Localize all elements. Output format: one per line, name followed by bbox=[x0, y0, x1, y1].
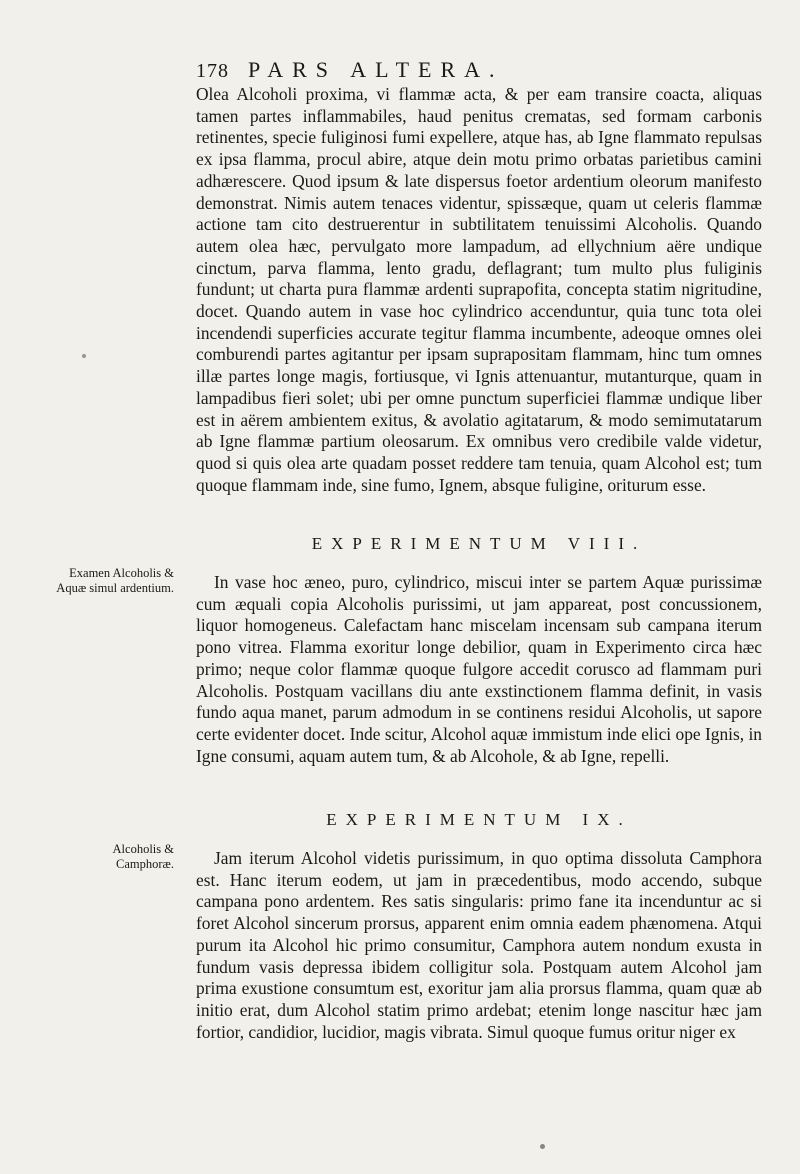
paragraph-oils-combustion bbox=[196, 84, 762, 496]
ink-speck bbox=[82, 354, 86, 358]
paragraph-text: In vase hoc æneo, puro, cylindrico, miscui inter se partem Aquæ purissimæ cum æquali copia Alcoholis purissimi, ut jam appareat, post concussionem, liquor homogeneus. Calefactam hanc miscelam incensam sub campana iterum pono vitrea. Flamma exoritur longe debilior, quam in Experimento circa hæc primo; neque color flammæ quoque fulgore accedit corusco ad flammam puri Alcoholis. Postquam vacillans diu ante exstinctionem flamma definit, in vasis fundo aqua manet, parum admodum in se continens residui Alcoholis, ut sapore certe evidenter docet. Inde scitur, Alcohol aquæ immistum inde elici ope Ignis, in Igne consumi, aquam autem tum, & ab Alcohole, & ab Igne, repelli. bbox=[196, 572, 762, 766]
experiment-9-body bbox=[196, 848, 762, 1043]
page-number: 178 bbox=[196, 60, 229, 82]
experiment-8-heading: EXPERIMENTUM VIII. bbox=[311, 534, 647, 553]
experiment-9-heading: EXPERIMENTUM IX. bbox=[326, 810, 632, 829]
experiment-8-body bbox=[196, 572, 762, 767]
running-title: PARS ALTERA. bbox=[248, 57, 504, 82]
paragraph-text: Olea Alcoholi proxima, vi flammæ acta, & per eam transire coacta, aliquas tamen partes inflammabiles, haud penitus crematas, sed formam carbonis retinentes, specie fuliginosi fumi expellere, atque has, ab Igne flammato repulsas ex ipsa flamma, procul abire, atque dein motu primo orbatas parietibus camini adhærescere. Quod ipsum & late dispersus foetor ardentium oleorum manifesto demonstrat. Nimis autem tenaces videntur, spissæque, quam ut celeris flammæ actione tam cito destruerentur in subtilitatem tenuissimi Alcoholis. Quando autem olea hæc, pervulgato more lampadum, ad ellychnium aëre undique cinctum, parva flamma, lento gradu, deflagrant; tum multo plus fuliginis fundunt; ut charta pura flammæ ardenti suprapofita, concepta statim nigritudine, docet. Quando autem in vase hoc cylindrico accenduntur, quia tunc tota olei incendendi superficies accurate tegitur flamma incumbente, adeoque omnes olei comburendi partes agitantur per ipsam suprapositam flammam, hinc tum omnes illæ partes longe magis, fortiusque, vi Ignis attenuantur, mutanturque, quam in lampadibus fieri solet; ubi per omne punctum superficiei flammæ undique liber est in aërem ambientem exitus, & avolatio agitatarum, & modo semimutatarum ab Igne flammæ partium oleosarum. Ex omnibus vero credibile valde videtur, quod si quis olea arte quadam posset reddere tam tenuia, quam Alcohol est; tum quoque flammam inde, sine fumo, Ignem, absque fuligine, oriturum esse. bbox=[196, 84, 762, 495]
margin-note-experiment-9: Alcoholis & Camphoræ. bbox=[112, 842, 174, 871]
paragraph-text: Jam iterum Alcohol videtis purissimum, in quo optima dissoluta Camphora est. Hanc iterum eodem, ut jam in præcedentibus, modo accendo, subque campana pono ardentem. Res satis singularis: primo fane ita incenduntur ac si foret Alcohol sincerum prorsus, apparent enim omnia eadem phænomena. Atqui purum ita Alcohol hic primo consumitur, Camphora autem nondum exusta in fundum vasis depressa ibidem colligitur sola. Postquam autem Alcohol jam prima exustione consumtum est, exoritur jam alia prorsus flamma, quam quæ ab initio erat, dum Alcohol statim primo ardebat; etenim longe nascitur hæc jam fortior, candidior, lucidior, magis vibrata. Simul quoque fumus oritur niger ex bbox=[196, 848, 762, 1042]
margin-note-experiment-8: Examen Alcoholis & Aquæ simul ardentium. bbox=[56, 566, 174, 595]
ink-speck bbox=[540, 1144, 545, 1149]
